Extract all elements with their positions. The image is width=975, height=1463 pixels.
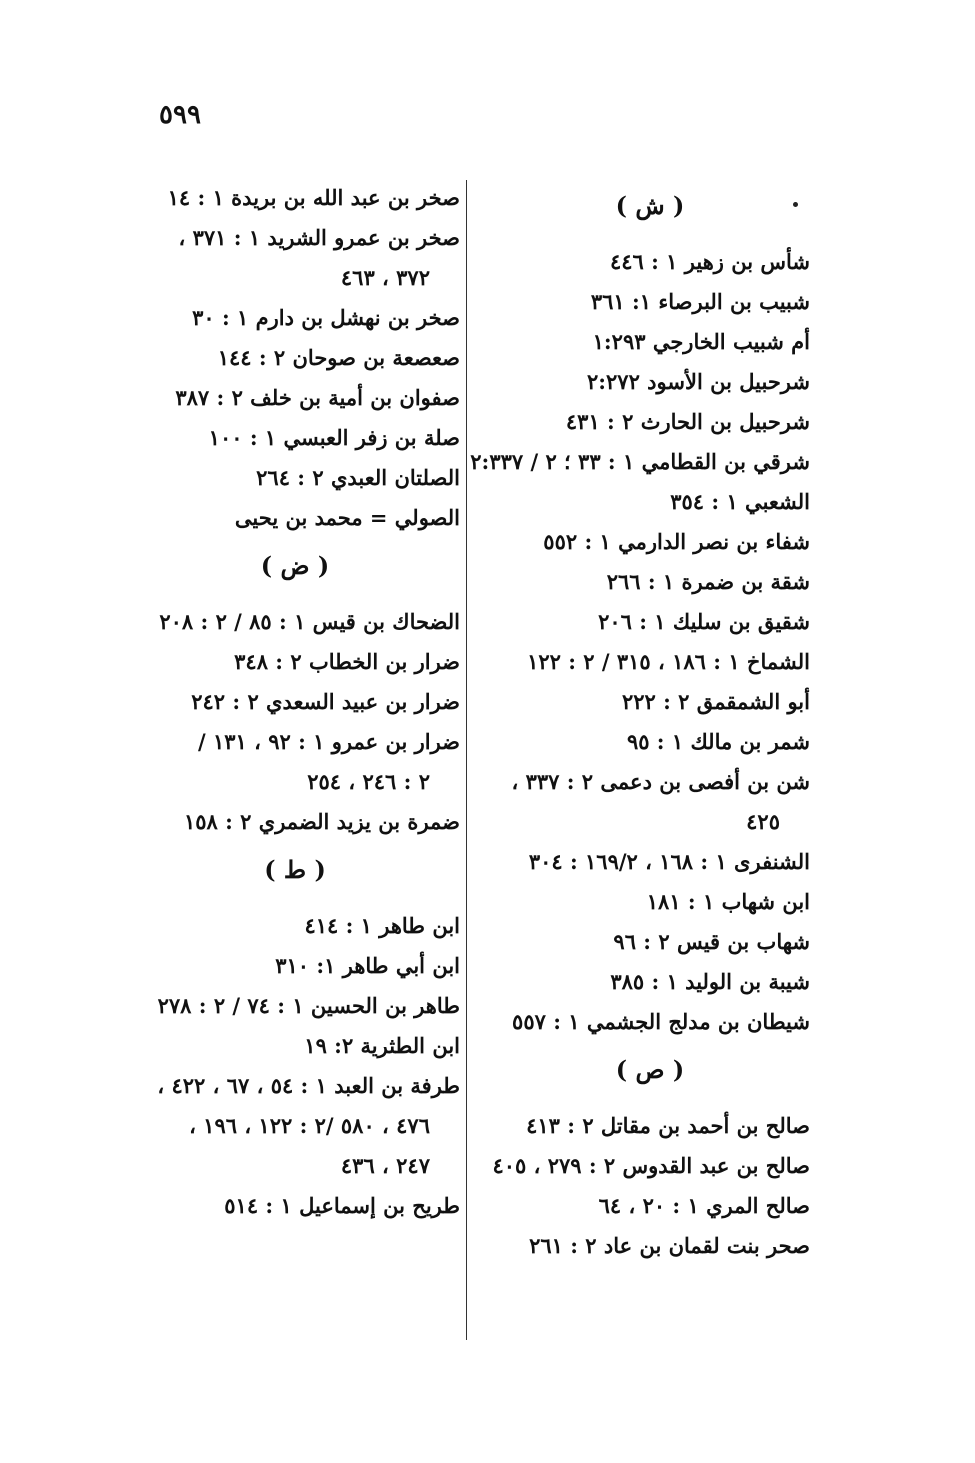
section-heading-ta: ( ط ) <box>264 855 326 884</box>
index-entry: الضحاك بن قيس ١ : ٨٥ / ٢ : ٢٠٨ <box>159 609 460 634</box>
left-column <box>130 178 460 1226</box>
index-entry: صالح المري ١ : ٢٠ ، ٦٤ <box>598 1193 810 1218</box>
index-entry-continuation: ٤٢٥ <box>746 809 780 834</box>
index-entry: صفوان بن أمية بن خلف ٢ : ٣٨٧ <box>175 385 460 410</box>
index-entry: الشعبي ١ : ٣٥٤ <box>670 489 810 514</box>
index-entry: أبو الشمقمق ٢ : ٢٢٢ <box>621 689 810 714</box>
index-entry: الشنفرى ١ : ١٦٨ ، ١٦٩/٢ : ٣٠٤ <box>528 849 810 874</box>
index-entry: صالح بن عبد القدوس ٢ : ٢٧٩ ، ٤٠٥ <box>492 1153 810 1178</box>
index-entry: صالح بن أحمد بن مقاتل ٢ : ٤١٣ <box>526 1113 810 1138</box>
index-entry: الشماخ ١ : ١٨٦ ، ٣١٥ / ٢ : ١٢٢ <box>527 649 810 674</box>
index-entry: صخر بن عمرو الشريد ١ : ٣٧١ ، <box>178 225 460 250</box>
index-entry: شن بن أفصى بن دعمى ٢ : ٣٣٧ ، <box>511 769 810 794</box>
section-heading-sad: ( ص ) <box>615 1055 685 1084</box>
index-entry: شرحبيل بن الأسود ٢:٢٧٢ <box>587 369 810 394</box>
index-entry: صخر بن نهشل بن دارم ١ : ٣٠ <box>192 305 460 330</box>
index-entry: ابن شهاب ١ : ١٨١ <box>646 889 810 914</box>
index-entry: شأس بن زهير ١ : ٤٤٦ <box>609 249 810 274</box>
index-entry-continuation: ٢ : ٢٤٦ ، ٢٥٤ <box>307 769 430 794</box>
index-entry: ابن أبي طاهر ١: ٣١٠ <box>275 953 460 978</box>
index-entry: الصولي = محمد بن يحيى <box>234 505 460 530</box>
index-entry: شفاء بن نصر الدارمي ١ : ٥٥٢ <box>543 529 810 554</box>
index-entry: شمر بن مالك ١ : ٩٥ <box>626 729 810 754</box>
index-entry: ضرار بن عبيد السعدي ٢ : ٢٤٢ <box>191 689 460 714</box>
index-entry: طريح بن إسماعيل ١ : ٥١٤ <box>224 1193 460 1218</box>
index-entry: شقيق بن سليك ١ : ٢٠٦ <box>598 609 810 634</box>
index-entry: شقة بن ضمرة ١ : ٢٦٦ <box>606 569 810 594</box>
page-number: ٥٩٩ <box>159 100 201 130</box>
section-heading-dad: ( ض ) <box>260 551 330 580</box>
index-entry: أم شبيب الخارجي ١:٢٩٣ <box>592 329 810 354</box>
index-entry: ضرار بن الخطاب ٢ : ٣٤٨ <box>234 649 460 674</box>
index-entry-continuation: ٤٧٦ ، ٥٨٠ /٢ : ١٢٢ ، ١٩٦ ، <box>189 1113 430 1138</box>
index-entry: ابن الطثرية ٢: ١٩ <box>304 1033 460 1058</box>
index-entry: صلة بن زفر العبسي ١ : ١٠٠ <box>208 425 460 450</box>
index-entry: صخر بن عبد الله بن بريدة ١ : ١٤ <box>167 185 460 210</box>
index-entry: الصلتان العبدي ٢ : ٢٦٤ <box>256 465 460 490</box>
index-entry-continuation: ٢٤٧ ، ٤٣٦ <box>340 1153 430 1178</box>
index-entry: ضمرة بن يزيد الضمري ٢ : ١٥٨ <box>183 809 460 834</box>
index-entry: شيطان بن مدلج الجشمي ١ : ٥٥٧ <box>512 1009 810 1034</box>
index-entry: طاهر بن الحسين ١ : ٧٤ / ٢ : ٢٧٨ <box>157 993 460 1018</box>
column-divider <box>466 180 467 1340</box>
index-entry: ضرار بن عمرو ١ : ٩٢ ، ١٣١ / <box>197 729 460 754</box>
section-heading-shin: ( ش ) <box>615 191 685 220</box>
index-entry: ابن طاهر ١ : ٤١٤ <box>304 913 460 938</box>
index-entry: طرفة بن العبد ١ : ٥٤ ، ٦٧ ، ٤٢٢ ، <box>157 1073 460 1098</box>
index-entry: شرقي بن القطامي ١ : ٣٣ ؛ ٢ / ٢:٣٣٧ <box>470 449 810 474</box>
index-entry: شبيب بن البرصاء ١: ٣٦١ <box>590 289 810 314</box>
index-entry: صحر بنت لقمان بن عاد ٢ : ٢٦١ <box>529 1233 810 1258</box>
index-entry: شرحبيل بن الحارث ٢ : ٤٣١ <box>565 409 810 434</box>
index-entry-continuation: ٣٧٢ ، ٤٦٣ <box>340 265 430 290</box>
right-column <box>470 178 810 1266</box>
index-entry: شيبة بن الوليد ١ : ٣٨٥ <box>610 969 810 994</box>
index-entry: شهاب بن قيس ٢ : ٩٦ <box>613 929 810 954</box>
index-entry: صعصعة بن صوحان ٢ : ١٤٤ <box>217 345 460 370</box>
